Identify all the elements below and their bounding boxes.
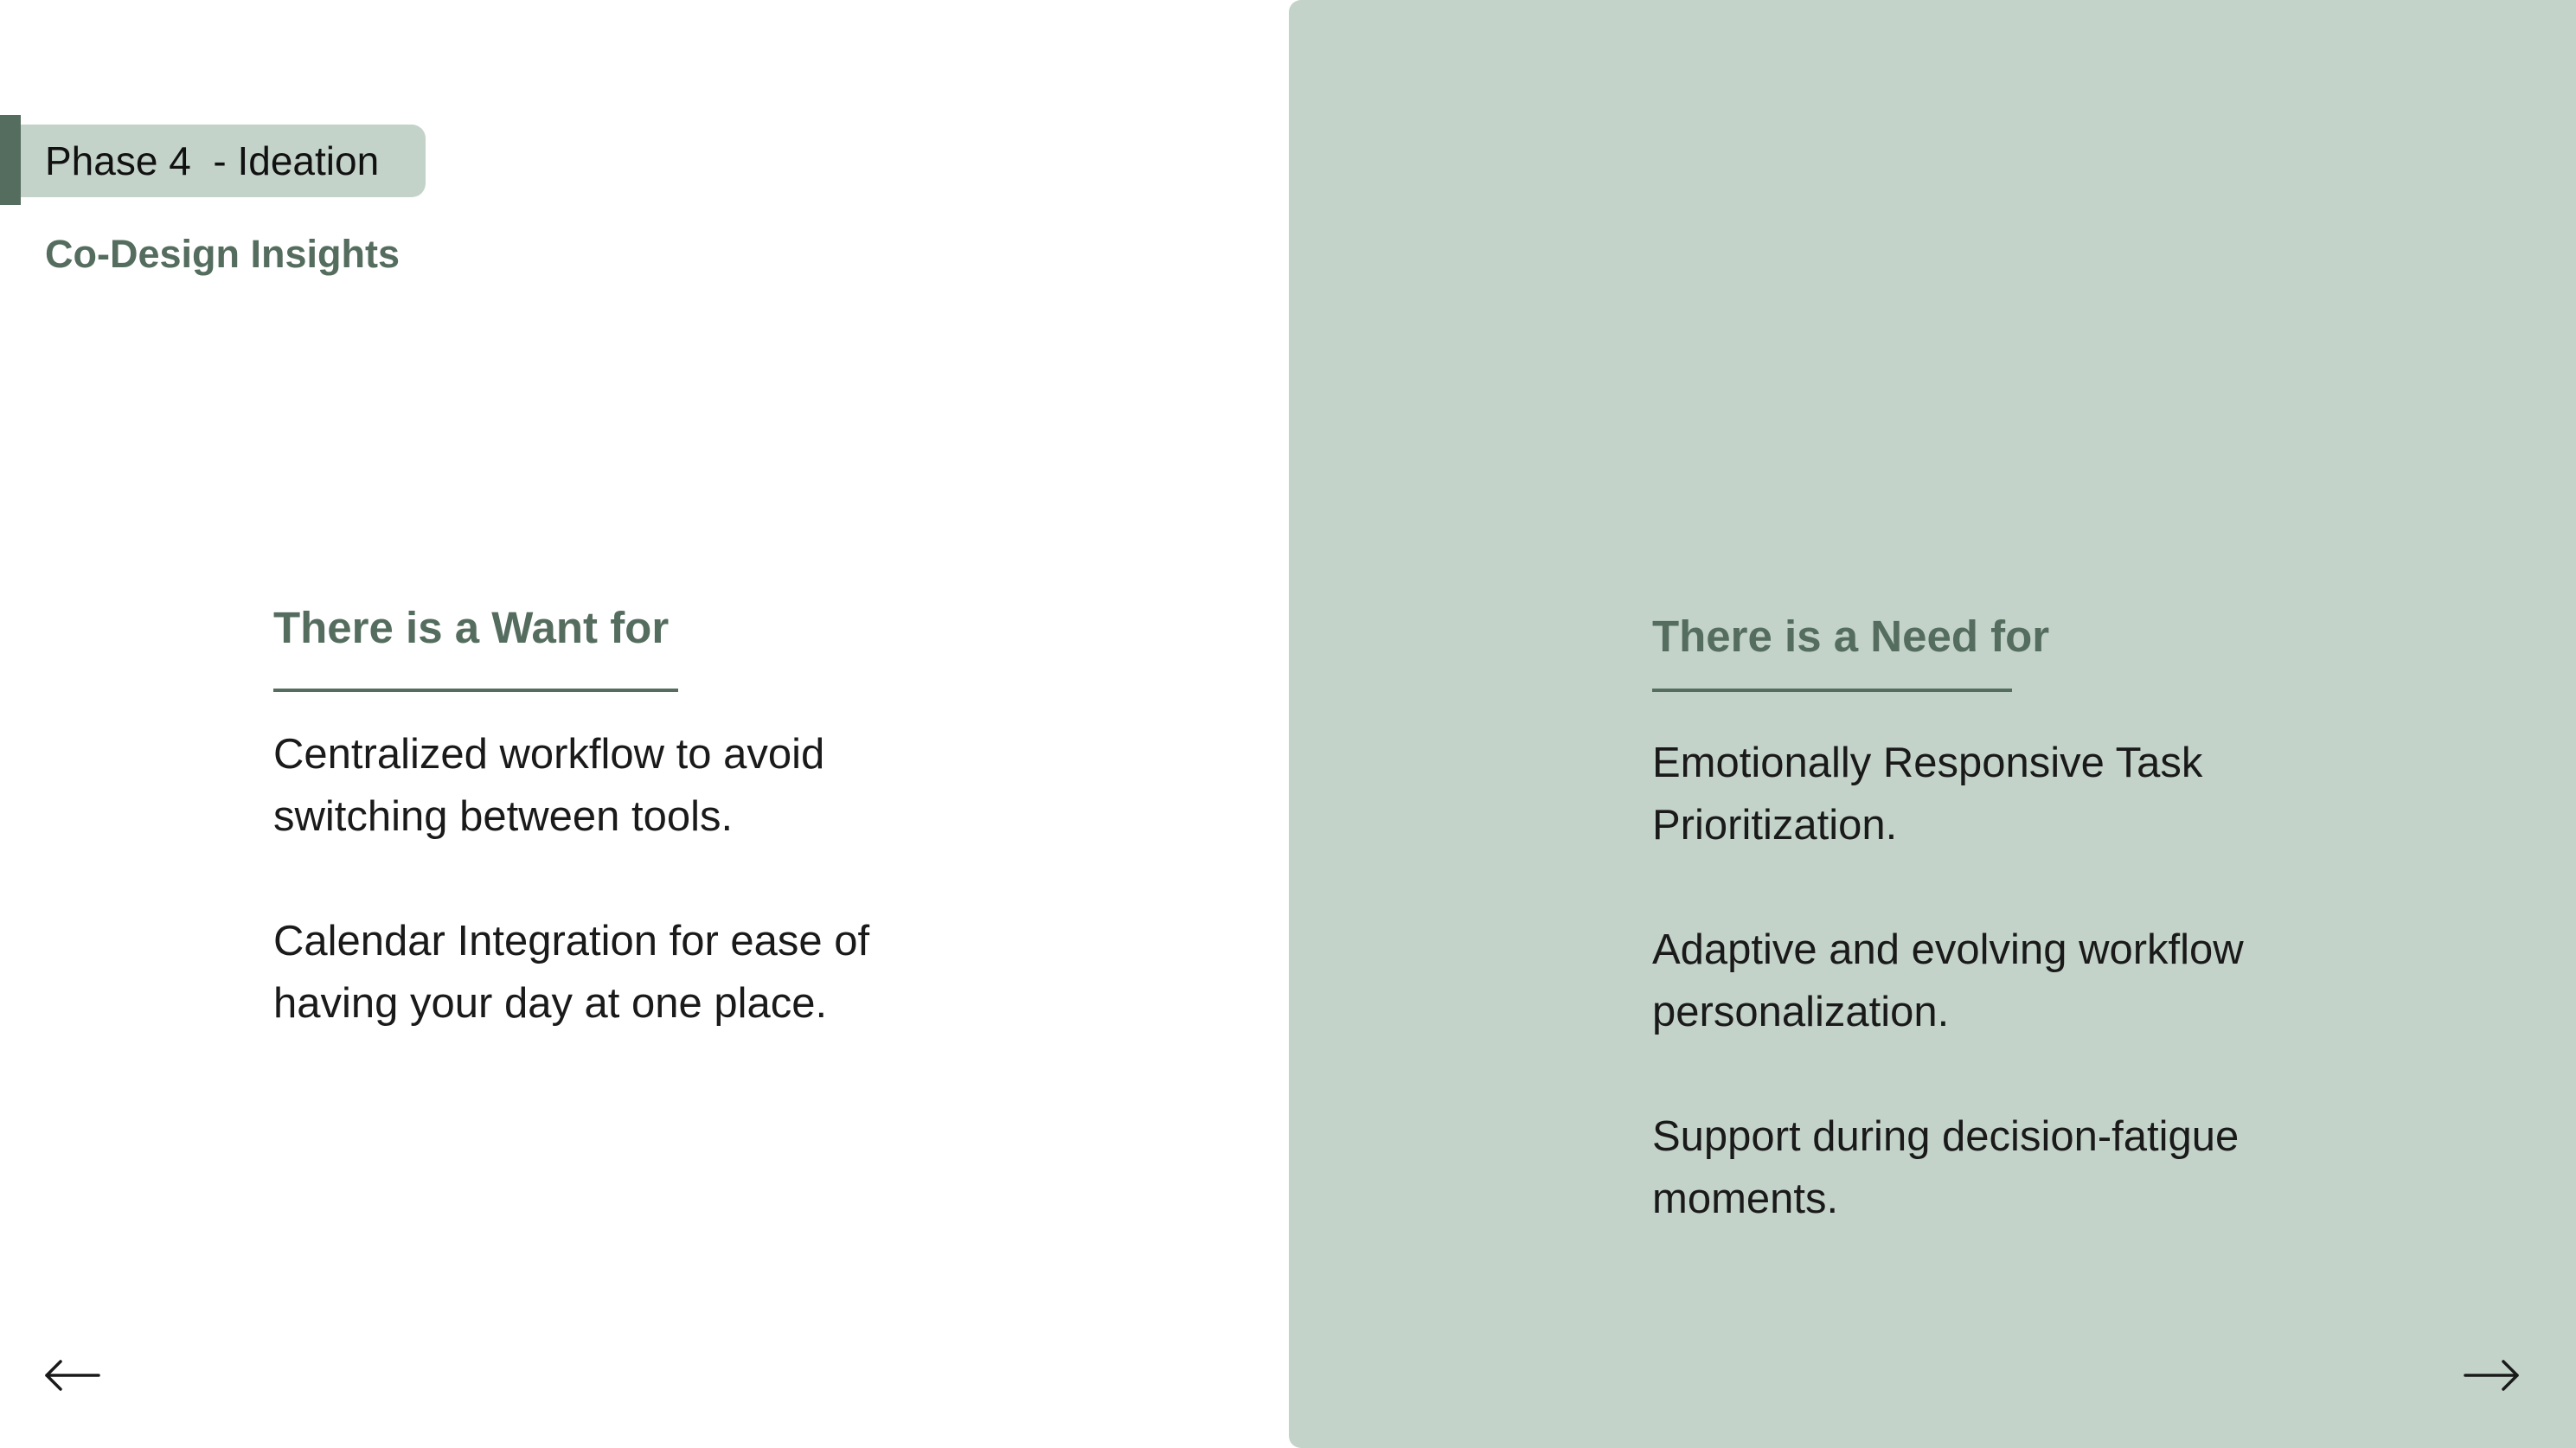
want-list-item: Calendar Integration for ease of having your day at one place. xyxy=(273,918,870,1027)
want-list xyxy=(273,723,896,1035)
section-subtitle: Co-Design Insights xyxy=(45,232,400,276)
arrow-right-icon xyxy=(2460,1344,2522,1406)
need-heading: There is a Need for xyxy=(1652,612,2050,661)
arrow-left-icon xyxy=(42,1344,104,1406)
next-slide-button[interactable] xyxy=(2460,1344,2522,1406)
want-heading: There is a Want for xyxy=(273,603,670,652)
need-list xyxy=(1652,732,2310,1230)
want-heading-divider xyxy=(273,689,678,692)
previous-slide-button[interactable] xyxy=(42,1344,104,1406)
phase-accent-bar xyxy=(0,115,21,205)
phase-tag: Phase 4 - Ideation xyxy=(21,125,426,197)
need-heading-divider xyxy=(1652,689,2012,692)
needs-panel-background xyxy=(1289,0,2576,1448)
need-list-item: Adaptive and evolving workflow personalization. xyxy=(1652,926,2244,1035)
need-list-item: Support during decision-fatigue moments. xyxy=(1652,1113,2240,1222)
want-list-item: Centralized workflow to avoid switching between tools. xyxy=(273,731,825,840)
need-list-item: Emotionally Responsive Task Prioritization. xyxy=(1652,740,2203,849)
